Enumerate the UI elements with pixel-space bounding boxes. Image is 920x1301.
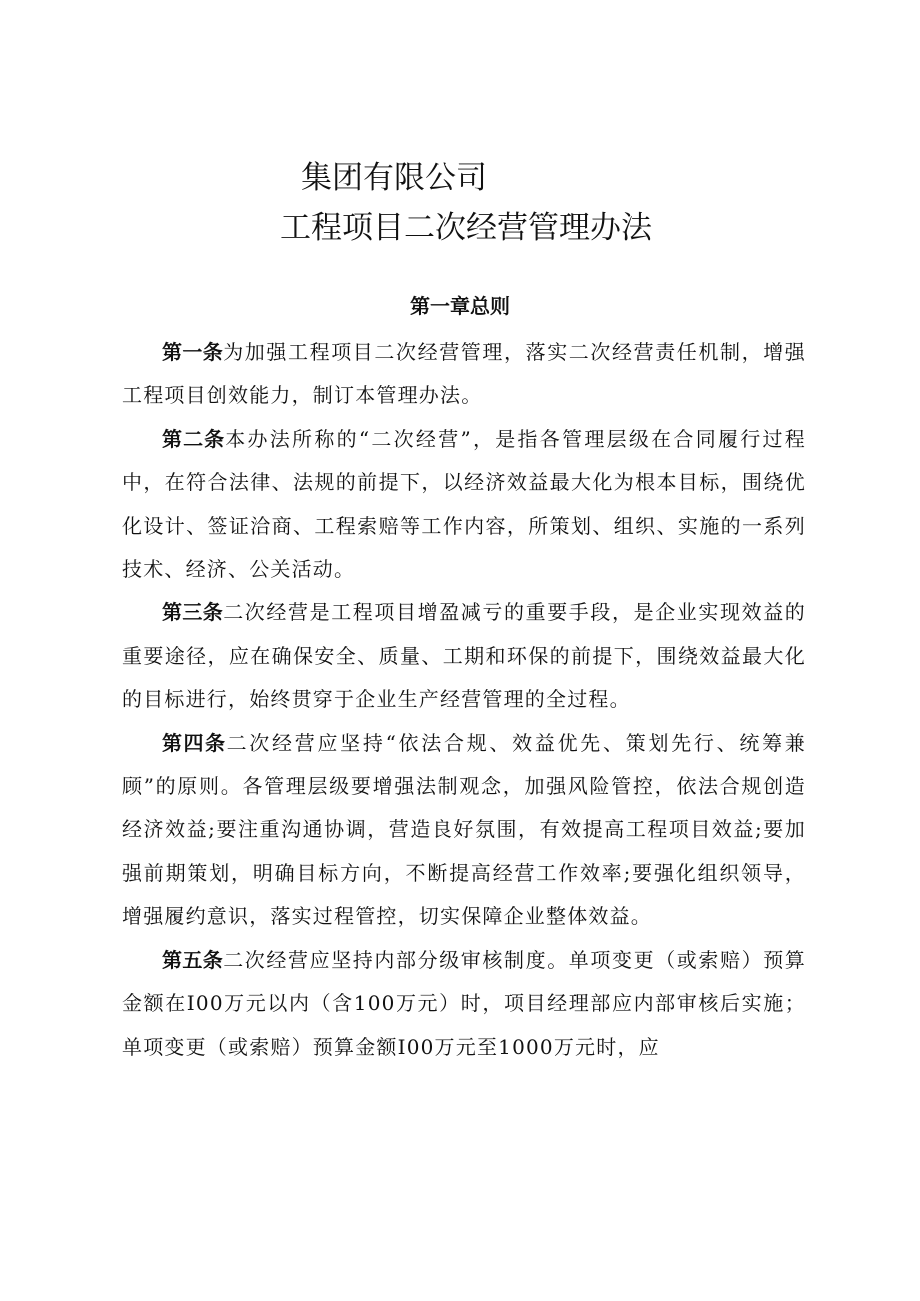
article-3-label: 第三条 bbox=[162, 600, 224, 625]
article-1 bbox=[122, 331, 806, 418]
article-2 bbox=[122, 418, 806, 592]
article-3 bbox=[122, 591, 806, 721]
article-1-label: 第一条 bbox=[162, 340, 224, 364]
document-body bbox=[122, 331, 806, 1069]
article-2-text: 本办法所称的“二次经营”，是指各管理层级在合同履行过程中，在符合法律、法规的前提下，以经济效益最大化为根本目标，围绕优化设计、签证洽商、工程索赔等工作内容，所策划、组织、实施的一系列技术、经济、公关活动。 bbox=[122, 426, 807, 582]
article-5-label: 第五条 bbox=[162, 947, 224, 972]
article-5-text: 二次经营应坚持内部分级审核制度。单项变更（或索赔）预算金额在I00万元以内（含100万元）时，项目经理部应内部审核后实施；单项变更（或索赔）预算金额I00万元至1000万元时，应 bbox=[122, 947, 806, 1059]
article-4 bbox=[122, 722, 806, 939]
article-4-label: 第四条 bbox=[162, 730, 227, 755]
article-2-label: 第二条 bbox=[162, 426, 226, 451]
chapter-heading: 第一章总则 bbox=[410, 294, 510, 318]
article-5 bbox=[122, 939, 806, 1069]
article-1-text: 为加强工程项目二次经营管理，落实二次经营责任机制，增强工程项目创效能力，制订本管理办法。 bbox=[122, 340, 806, 408]
company-title: 集团有限公司 bbox=[301, 160, 487, 196]
article-3-text: 二次经营是工程项目增盈减亏的重要手段，是企业实现效益的重要途径，应在确保安全、质量、工期和环保的前提下，围绕效益最大化的目标进行，始终贯穿于企业生产经营管理的全过程。 bbox=[122, 600, 806, 712]
article-4-text: 二次经营应坚持“依法合规、效益优先、策划先行、统筹兼顾”的原则。各管理层级要增强法制观念，加强风险管控，依法合规创造经济效益;要注重沟通协调，营造良好氛围，有效提高工程项目效益;要加强前期策划，明确目标方向，不断提高经营工作效率;要强化组织领导，增强履约意识，落实过程管控，切实保障企业整体效益。 bbox=[122, 730, 806, 929]
document-title: 工程项目二次经营管理办法 bbox=[280, 210, 652, 246]
